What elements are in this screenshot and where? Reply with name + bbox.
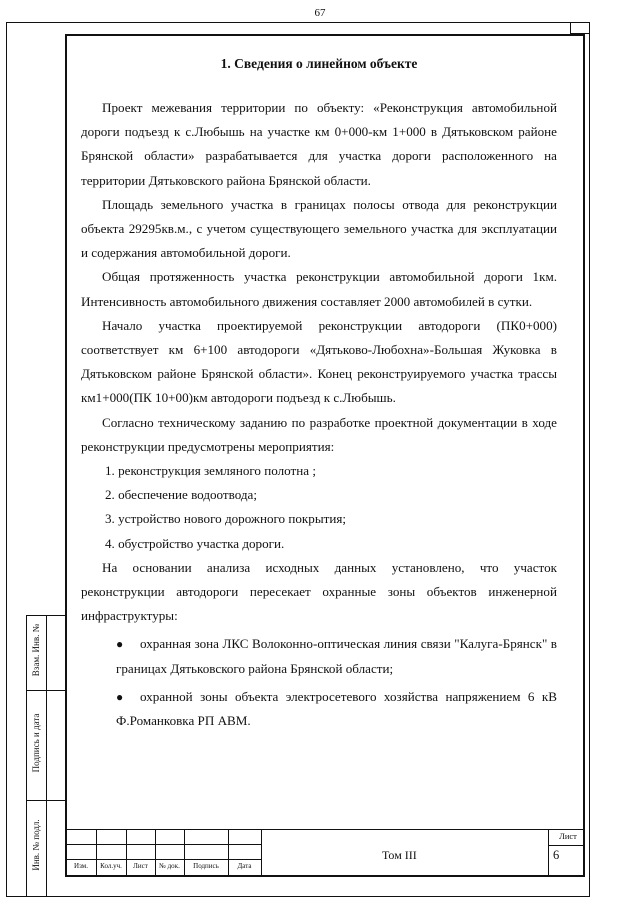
stamp-col-list: Лист <box>133 862 148 870</box>
measures-list <box>81 459 557 556</box>
list-item: 1. реконструкция земляного полотна ; <box>105 463 316 479</box>
paragraph: Площадь земельного участка в границах полосы отвода для реконструкции объекта 29295кв.м., с учетом существующего земельного участка для эксплуатации и содержания автомобильной дороги. <box>81 196 557 261</box>
stamp-col-koluch: Кол.уч. <box>100 862 122 870</box>
bullet-icon: ● <box>116 689 124 704</box>
paragraph: Согласно техническому заданию по разработке проектной документации в ходе реконструкции предусмотрены мероприятия: <box>81 414 557 454</box>
sheet-label: Лист <box>559 831 577 841</box>
list-item <box>81 685 557 733</box>
page-number: 67 <box>314 7 326 19</box>
list-item <box>81 632 557 680</box>
paragraph: Проект межевания территории по объекту: «Реконструкция автомобильной дороги подъезд к с.Любышь на участке км 0+000-км 1+000 в Дятьковском районе Брянской области» разрабатывается для участка дороги расположенного на территории Дятьковского района Брянской области. <box>81 100 557 188</box>
stamp-col-ndok: № док. <box>159 862 180 870</box>
document-body <box>81 52 557 737</box>
zone-text: охранной зоны объекта электросетевого хозяйства напряжением 6 кВ Ф.Романковка РП АВМ. <box>116 688 557 729</box>
zone-text: охранная зона ЛКС Волоконно-оптическая линия связи "Калуга-Брянск" в границах Дятьковского района Брянской области; <box>116 636 557 676</box>
list-item: 4. обустройство участка дороги. <box>105 535 285 551</box>
list-item: 3. устройство нового дорожного покрытия; <box>105 511 347 527</box>
sheet-number: 6 <box>553 848 560 862</box>
inv-podl-label: Инв. № подл. <box>31 819 41 871</box>
paragraph: На основании анализа исходных данных установлено, что участок реконструкции автодороги пересекает охранные зоны объектов инженерной инфраструктуры: <box>81 559 557 624</box>
bullet-icon: ● <box>116 637 124 652</box>
section-heading: 1. Сведения о линейном объекте <box>220 56 418 71</box>
paragraph: Начало участка проектируемой реконструкции автодороги (ПК0+000) соответствует км 6+100 автодороги «Дятьково-Любохна»-Большая Жуковка в Дятьковском районе Брянской области». Конец реконструируемого участка трассы км1+000(ПК 10+00)км автодороги подъезд к с.Любышь. <box>81 317 557 406</box>
vzam-inv-label: Взам. Инв. № <box>31 623 41 677</box>
volume-title: Том III <box>382 848 417 862</box>
list-item: 2. обеспечение водоотвода; <box>105 487 258 503</box>
stamp-col-izm: Изм. <box>74 862 88 870</box>
zones-list <box>81 632 557 733</box>
paragraph: Общая протяженность участка реконструкции автомобильной дороги 1км. Интенсивность автомобильного движения составляет 2000 автомобилей в сутки. <box>81 269 557 309</box>
stamp-col-podpis: Подпись <box>193 862 219 870</box>
stamp-col-data: Дата <box>237 862 252 870</box>
signature-date-label: Подпись и дата <box>31 713 41 773</box>
